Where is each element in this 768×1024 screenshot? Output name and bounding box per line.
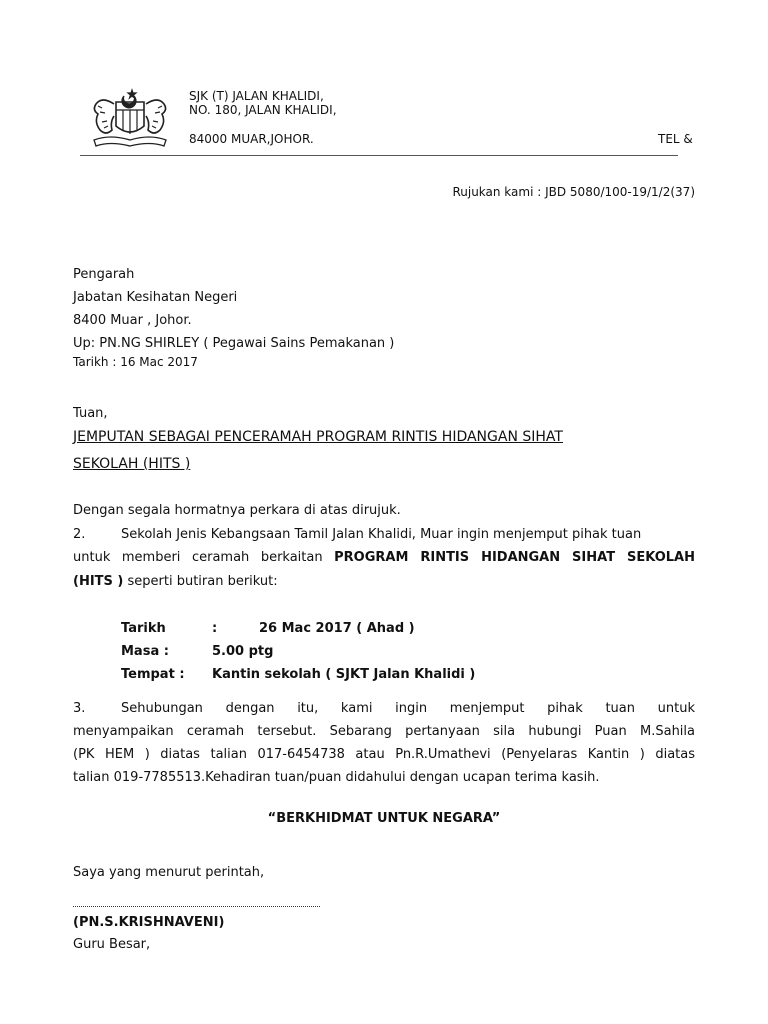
recipient-department: Jabatan Kesihatan Negeri — [73, 290, 238, 305]
school-address-city: 84000 MUAR,JOHOR. — [189, 132, 314, 146]
paragraph-3-line-1: Sehubungan dengan itu, kami ingin menjemput pihak tuan untuk — [121, 701, 695, 716]
paragraph-2-line-2: untuk memberi ceramah berkaitan PROGRAM RINTIS HIDANGAN SIHAT SEKOLAH — [73, 550, 695, 565]
closing: Saya yang menurut perintah, — [73, 865, 265, 880]
detail-date-colon: : — [212, 621, 218, 636]
recipient-title: Pengarah — [73, 267, 135, 282]
paragraph-2-line-3: (HITS ) seperti butiran berikut: — [73, 574, 278, 589]
letterhead-divider — [80, 155, 678, 156]
subject-line-1: JEMPUTAN SEBAGAI PENCERAMAH PROGRAM RINTIS HIDANGAN SIHAT — [73, 429, 563, 445]
detail-time-value: 5.00 ptg — [212, 644, 274, 659]
paragraph-3-line-4: talian 019-7785513.Kehadiran tuan/puan didahului dengan ucapan terima kasih. — [73, 770, 600, 785]
school-name: SJK (T) JALAN KHALIDI, — [189, 89, 324, 103]
recipient-address: 8400 Muar , Johor. — [73, 313, 192, 328]
paragraph-2-number: 2. — [73, 527, 86, 542]
paragraph-3-line-3: (PK HEM ) diatas talian 017-6454738 atau Pn.R.Umathevi (Penyelaras Kantin ) diatas — [73, 747, 695, 762]
paragraph-2-line-1: Sekolah Jenis Kebangsaan Tamil Jalan Khalidi, Muar ingin menjemput pihak tuan — [121, 527, 642, 542]
paragraph-3-number: 3. — [73, 701, 86, 716]
letter-date: Tarikh : 16 Mac 2017 — [73, 355, 198, 369]
motto: “BERKHIDMAT UNTUK NEGARA” — [267, 811, 501, 826]
detail-date-label: Tarikh — [121, 621, 166, 636]
salutation: Tuan, — [73, 406, 108, 421]
signature-line — [73, 906, 320, 907]
reference-number: Rujukan kami : JBD 5080/100-19/1/2(37) — [452, 185, 695, 199]
school-tel: TEL & — [658, 132, 693, 146]
detail-place-value: Kantin sekolah ( SJKT Jalan Khalidi ) — [212, 667, 476, 682]
detail-place-label: Tempat : — [121, 667, 185, 682]
signatory-name: (PN.S.KRISHNAVENI) — [73, 915, 225, 930]
detail-time-label: Masa : — [121, 644, 169, 659]
coat-of-arms-logo — [80, 86, 180, 152]
recipient-attention: Up: PN.NG SHIRLEY ( Pegawai Sains Pemakanan ) — [73, 336, 395, 351]
detail-date-value: 26 Mac 2017 ( Ahad ) — [259, 621, 415, 636]
signatory-title: Guru Besar, — [73, 937, 151, 952]
paragraph-1: Dengan segala hormatnya perkara di atas dirujuk. — [73, 503, 401, 518]
school-address-street: NO. 180, JALAN KHALIDI, — [189, 103, 337, 117]
subject-line-2: SEKOLAH (HITS ) — [73, 456, 191, 472]
paragraph-3-line-2: menyampaikan ceramah tersebut. Sebarang pertanyaan sila hubungi Puan M.Sahila — [73, 724, 695, 739]
